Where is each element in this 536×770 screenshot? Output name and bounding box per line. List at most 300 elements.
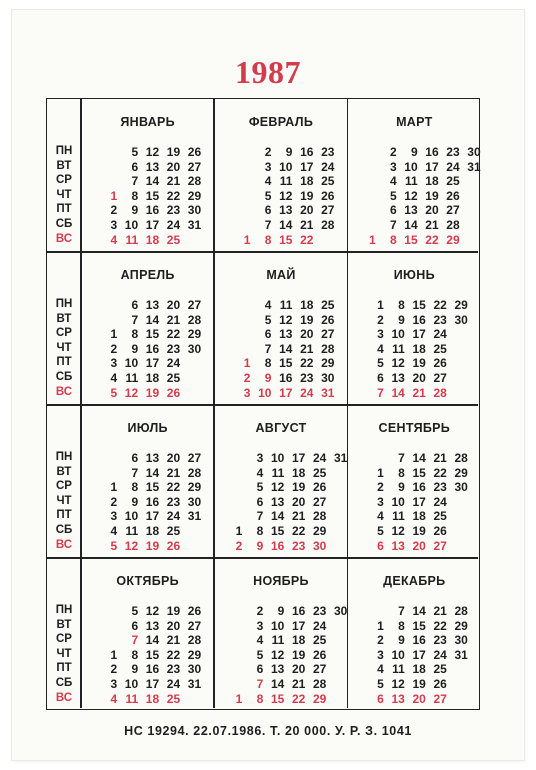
weekday-label: СР [56, 174, 72, 187]
weekday-label: ВС [55, 691, 73, 704]
day-number: 16 [145, 203, 160, 218]
day-number: 26 [433, 356, 447, 371]
day-number: 15 [145, 188, 160, 203]
day-number: 12 [145, 145, 160, 159]
day-number: 23 [166, 662, 181, 677]
month-block [348, 405, 481, 558]
day-number: 27 [433, 691, 447, 706]
day-number: 2 [235, 538, 243, 553]
month-block [214, 405, 347, 558]
day-number: 3 [389, 159, 397, 174]
weekday-label: ЧТ [56, 494, 72, 507]
day-number: 16 [412, 480, 426, 495]
day-number: 29 [312, 524, 327, 538]
day-number: 14 [145, 633, 160, 648]
day-number: 10 [391, 494, 405, 509]
day-number: 25 [446, 174, 460, 189]
print-info: НС 19294. 22.07.1986. Т. 20 000. У. Р. З. 1041 [124, 724, 412, 738]
day-number: 5 [377, 524, 384, 538]
day-number: 18 [300, 298, 314, 312]
day-number: 5 [256, 480, 264, 495]
day-number: 29 [454, 618, 468, 633]
day-number: 25 [312, 633, 327, 648]
day-number: 28 [321, 218, 335, 232]
day-number: 16 [412, 633, 426, 648]
day-number: 29 [321, 356, 335, 371]
day-number: 14 [412, 604, 426, 618]
day-number: 14 [270, 677, 285, 691]
day-number: 25 [166, 524, 181, 538]
day-number: 1 [110, 188, 118, 203]
day-number: 30 [187, 662, 202, 677]
day-number: 13 [270, 662, 285, 677]
day-number: 20 [291, 662, 306, 677]
day-number: 12 [279, 188, 293, 203]
day-number: 3 [264, 159, 272, 174]
day-number: 10 [391, 647, 405, 662]
day-number: 9 [131, 662, 139, 677]
day-number: 8 [264, 356, 272, 371]
day-number: 8 [398, 465, 405, 480]
day-number: 21 [166, 174, 181, 189]
day-number: 19 [291, 480, 306, 495]
day-number: 16 [412, 312, 426, 327]
day-number: 22 [433, 298, 447, 312]
day-number: 4 [377, 662, 384, 677]
month-name: НОЯБРЬ [253, 574, 309, 588]
day-number: 8 [256, 691, 264, 706]
day-number: 21 [300, 218, 314, 232]
day-number: 10 [391, 327, 405, 342]
weekday-label: ЧТ [56, 647, 72, 660]
day-number: 27 [433, 538, 447, 553]
day-number: 5 [110, 538, 118, 553]
day-number: 26 [187, 145, 202, 159]
day-number: 24 [312, 451, 327, 465]
day-number: 6 [264, 327, 272, 342]
day-number: 17 [145, 677, 160, 691]
day-number: 25 [166, 691, 181, 706]
day-number: 11 [271, 465, 285, 480]
day-number: 26 [321, 312, 335, 327]
day-number: 1 [368, 232, 376, 247]
day-number: 29 [312, 691, 327, 706]
day-number: 15 [279, 232, 293, 247]
day-number: 26 [312, 480, 327, 495]
day-number: 30 [321, 371, 335, 385]
day-number: 18 [412, 662, 426, 677]
day-number: 26 [433, 524, 447, 538]
day-number: 3 [377, 647, 384, 662]
calendar-grid [46, 98, 480, 710]
day-number: 4 [389, 174, 397, 189]
day-number: 4 [264, 174, 272, 189]
day-number: 10 [124, 356, 139, 371]
day-number: 13 [145, 618, 160, 633]
weekday-label: ПТ [56, 662, 72, 675]
day-number: 12 [391, 524, 405, 538]
day-number: 21 [300, 341, 314, 356]
day-number: 4 [377, 509, 384, 524]
day-number: 9 [131, 203, 139, 218]
day-number: 10 [270, 618, 285, 633]
month-block [81, 99, 214, 252]
month-block [81, 252, 214, 405]
day-number: 27 [312, 662, 327, 677]
month-name: ИЮЛЬ [127, 421, 168, 435]
day-number: 3 [110, 677, 118, 691]
day-number: 20 [425, 203, 439, 218]
day-number: 2 [264, 145, 272, 159]
weekday-label: СБ [55, 218, 73, 230]
day-number: 20 [291, 494, 306, 509]
day-number: 2 [377, 480, 384, 495]
month-name: ФЕВРАЛЬ [248, 115, 314, 129]
weekday-label: ПН [55, 451, 73, 463]
weekday-label: СБ [55, 371, 73, 383]
day-number: 1 [377, 618, 384, 633]
weekday-label: ВС [55, 538, 73, 551]
day-number: 1 [235, 691, 243, 706]
day-number: 17 [291, 618, 306, 633]
weekday-label: ПН [55, 298, 73, 310]
month-name: МАЙ [266, 268, 296, 282]
day-number: 22 [291, 524, 306, 538]
day-number: 10 [404, 159, 418, 174]
day-number: 26 [321, 188, 335, 203]
day-number: 30 [454, 480, 468, 495]
day-number: 6 [131, 298, 139, 312]
day-number: 18 [412, 509, 426, 524]
day-number: 11 [392, 509, 405, 524]
weekday-label: ВТ [56, 159, 72, 172]
day-number: 17 [145, 356, 160, 371]
year-title: 1987 [235, 54, 301, 90]
day-number: 30 [454, 633, 468, 648]
weekday-label: ВС [55, 385, 73, 398]
day-number: 24 [166, 218, 181, 232]
day-number: 19 [412, 356, 426, 371]
day-number: 21 [412, 385, 426, 400]
day-number: 14 [145, 174, 160, 189]
day-number: 15 [270, 691, 285, 706]
day-number: 14 [391, 385, 405, 400]
day-number: 29 [187, 647, 202, 662]
day-number: 12 [270, 480, 285, 495]
day-number: 20 [166, 298, 181, 312]
day-number: 9 [398, 633, 405, 648]
month-block [348, 252, 481, 405]
day-number: 29 [187, 188, 202, 203]
day-number: 22 [166, 327, 181, 342]
day-number: 17 [145, 509, 160, 524]
day-number: 6 [377, 371, 384, 385]
day-number: 23 [166, 341, 181, 356]
weekday-label: ПТ [56, 203, 72, 216]
day-number: 13 [145, 298, 160, 312]
day-number: 10 [270, 451, 285, 465]
day-number: 14 [145, 465, 160, 480]
day-number: 31 [187, 677, 202, 691]
day-number: 15 [145, 327, 160, 342]
day-number: 16 [425, 145, 439, 159]
day-number: 28 [446, 218, 460, 232]
day-number: 23 [166, 203, 181, 218]
day-number: 5 [389, 188, 397, 203]
day-number: 14 [279, 341, 293, 356]
weekday-label: СР [56, 633, 72, 646]
weekday-label: ВТ [56, 465, 72, 478]
day-number: 25 [166, 232, 181, 247]
day-number: 10 [279, 159, 293, 174]
day-number: 20 [166, 159, 181, 174]
day-number: 24 [166, 509, 181, 524]
weekday-label: СР [56, 327, 72, 340]
day-number: 2 [110, 341, 118, 356]
day-number: 29 [454, 465, 468, 480]
day-number: 8 [389, 232, 397, 247]
month-block [81, 558, 214, 711]
day-number: 20 [166, 618, 181, 633]
day-number: 21 [166, 633, 181, 648]
day-number: 11 [271, 633, 285, 648]
weekday-label: ПТ [56, 356, 72, 369]
day-number: 17 [145, 218, 160, 232]
day-number: 27 [321, 327, 335, 342]
day-number: 18 [145, 691, 160, 706]
day-number: 23 [433, 633, 447, 648]
day-number: 16 [300, 145, 314, 159]
day-number: 3 [110, 356, 118, 371]
day-number: 25 [321, 298, 335, 312]
day-number: 23 [433, 480, 447, 495]
day-number: 26 [166, 385, 181, 400]
day-number: 19 [166, 604, 181, 618]
day-number: 1 [377, 465, 384, 480]
day-number: 4 [377, 341, 384, 356]
day-number: 1 [243, 356, 251, 371]
day-number: 16 [145, 341, 160, 356]
day-number: 13 [270, 494, 285, 509]
day-number: 11 [279, 174, 293, 189]
day-number: 14 [270, 509, 285, 524]
day-number: 2 [110, 662, 118, 677]
day-number: 12 [145, 604, 160, 618]
day-number: 21 [166, 465, 181, 480]
day-number: 9 [256, 538, 264, 553]
weekday-label: ВТ [56, 312, 72, 325]
day-number: 19 [300, 188, 314, 203]
day-number: 6 [256, 494, 264, 509]
day-number: 6 [377, 691, 384, 706]
day-number: 7 [264, 218, 272, 232]
day-number: 11 [125, 691, 139, 706]
day-number: 7 [131, 465, 139, 480]
day-number: 20 [412, 371, 426, 385]
day-number: 1 [235, 524, 243, 538]
day-number: 6 [131, 451, 139, 465]
day-number: 28 [454, 451, 468, 465]
month-name: СЕНТЯБРЬ [378, 421, 451, 435]
day-number: 8 [131, 327, 139, 342]
day-number: 26 [433, 677, 447, 691]
day-number: 15 [270, 524, 285, 538]
day-number: 11 [279, 298, 293, 312]
day-number: 27 [187, 451, 202, 465]
day-number: 6 [131, 159, 139, 174]
day-number: 11 [392, 341, 405, 356]
day-number: 16 [270, 538, 285, 553]
day-number: 28 [187, 633, 202, 648]
day-number: 8 [256, 524, 264, 538]
day-number: 22 [166, 480, 181, 495]
day-number: 4 [110, 232, 118, 247]
day-number: 12 [124, 538, 139, 553]
day-number: 6 [256, 662, 264, 677]
month-name: АВГУСТ [255, 421, 307, 435]
day-number: 7 [256, 509, 264, 524]
day-number: 4 [110, 524, 118, 538]
day-number: 27 [187, 159, 202, 174]
day-number: 12 [391, 677, 405, 691]
day-number: 9 [131, 494, 139, 509]
day-number: 9 [398, 312, 405, 327]
day-number: 13 [279, 203, 293, 218]
month-block [81, 405, 214, 558]
day-number: 2 [243, 371, 251, 385]
day-number: 30 [187, 341, 202, 356]
day-number: 30 [187, 203, 202, 218]
day-number: 12 [391, 356, 405, 371]
weekday-label: СБ [55, 677, 73, 689]
weekday-label: ВС [55, 232, 73, 245]
month-block [214, 252, 347, 405]
day-number: 28 [312, 509, 327, 524]
day-number: 14 [412, 451, 426, 465]
day-number: 7 [264, 341, 272, 356]
month-block [214, 558, 347, 711]
day-number: 1 [110, 327, 118, 342]
day-number: 28 [187, 465, 202, 480]
day-number: 19 [145, 538, 160, 553]
day-number: 21 [291, 677, 306, 691]
day-number: 5 [377, 677, 384, 691]
day-number: 13 [145, 451, 160, 465]
day-number: 5 [110, 385, 118, 400]
day-number: 8 [398, 618, 405, 633]
day-number: 13 [391, 538, 405, 553]
day-number: 5 [377, 356, 384, 371]
day-number: 17 [412, 327, 426, 342]
day-number: 18 [145, 524, 160, 538]
month-name: ДЕКАБРЬ [383, 574, 446, 588]
day-number: 25 [433, 509, 447, 524]
day-number: 19 [412, 677, 426, 691]
day-number: 19 [425, 188, 439, 203]
day-number: 13 [404, 203, 418, 218]
day-number: 24 [433, 327, 447, 342]
day-number: 22 [291, 691, 306, 706]
day-number: 3 [243, 385, 251, 400]
day-number: 19 [145, 385, 160, 400]
day-number: 3 [377, 327, 384, 342]
month-name: ИЮНЬ [393, 268, 435, 282]
weekday-label: ПН [55, 145, 73, 157]
day-number: 23 [312, 604, 327, 618]
day-number: 11 [404, 174, 418, 189]
day-number: 27 [321, 203, 335, 218]
day-number: 27 [433, 371, 447, 385]
day-number: 19 [166, 145, 181, 159]
day-number: 27 [187, 618, 202, 633]
day-number: 9 [131, 341, 139, 356]
day-number: 18 [300, 174, 314, 189]
day-number: 7 [389, 218, 397, 232]
day-number: 2 [110, 203, 118, 218]
day-number: 7 [398, 451, 405, 465]
day-number: 21 [433, 451, 447, 465]
day-number: 11 [125, 524, 139, 538]
month-block [348, 99, 481, 252]
day-number: 16 [279, 371, 293, 385]
month-name: ОКТЯБРЬ [116, 574, 179, 588]
day-number: 2 [377, 312, 384, 327]
day-number: 19 [412, 524, 426, 538]
day-number: 8 [264, 232, 272, 247]
day-number: 27 [187, 298, 202, 312]
month-name: АПРЕЛЬ [120, 268, 175, 282]
weekday-label: СБ [55, 524, 73, 536]
day-number: 13 [391, 371, 405, 385]
day-number: 18 [425, 174, 439, 189]
day-number: 27 [312, 494, 327, 509]
day-number: 24 [433, 494, 447, 509]
day-number: 1 [110, 647, 118, 662]
day-number: 9 [410, 145, 418, 159]
day-number: 7 [398, 604, 405, 618]
day-number: 28 [454, 604, 468, 618]
day-number: 18 [291, 465, 306, 480]
day-number: 26 [166, 538, 181, 553]
day-number: 31 [321, 385, 335, 400]
day-number: 23 [446, 145, 460, 159]
day-number: 26 [312, 647, 327, 662]
day-number: 3 [110, 218, 118, 232]
day-number: 5 [256, 647, 264, 662]
day-number: 21 [433, 604, 447, 618]
day-number: 16 [145, 662, 160, 677]
day-number: 13 [279, 327, 293, 342]
month-name: ЯНВАРЬ [120, 115, 175, 129]
day-number: 10 [124, 677, 139, 691]
day-number: 25 [166, 371, 181, 385]
day-number: 9 [264, 371, 272, 385]
day-number: 15 [412, 298, 426, 312]
day-number: 29 [446, 232, 460, 247]
day-number: 30 [312, 538, 327, 553]
day-number: 20 [166, 451, 181, 465]
day-number: 6 [377, 538, 384, 553]
day-number: 8 [131, 480, 139, 495]
day-number: 8 [131, 188, 139, 203]
day-number: 24 [166, 677, 181, 691]
day-number: 25 [433, 341, 447, 356]
day-number: 14 [404, 218, 418, 232]
day-number: 6 [264, 203, 272, 218]
weekday-label: СР [56, 480, 72, 493]
day-number: 16 [291, 604, 306, 618]
day-number: 22 [433, 465, 447, 480]
